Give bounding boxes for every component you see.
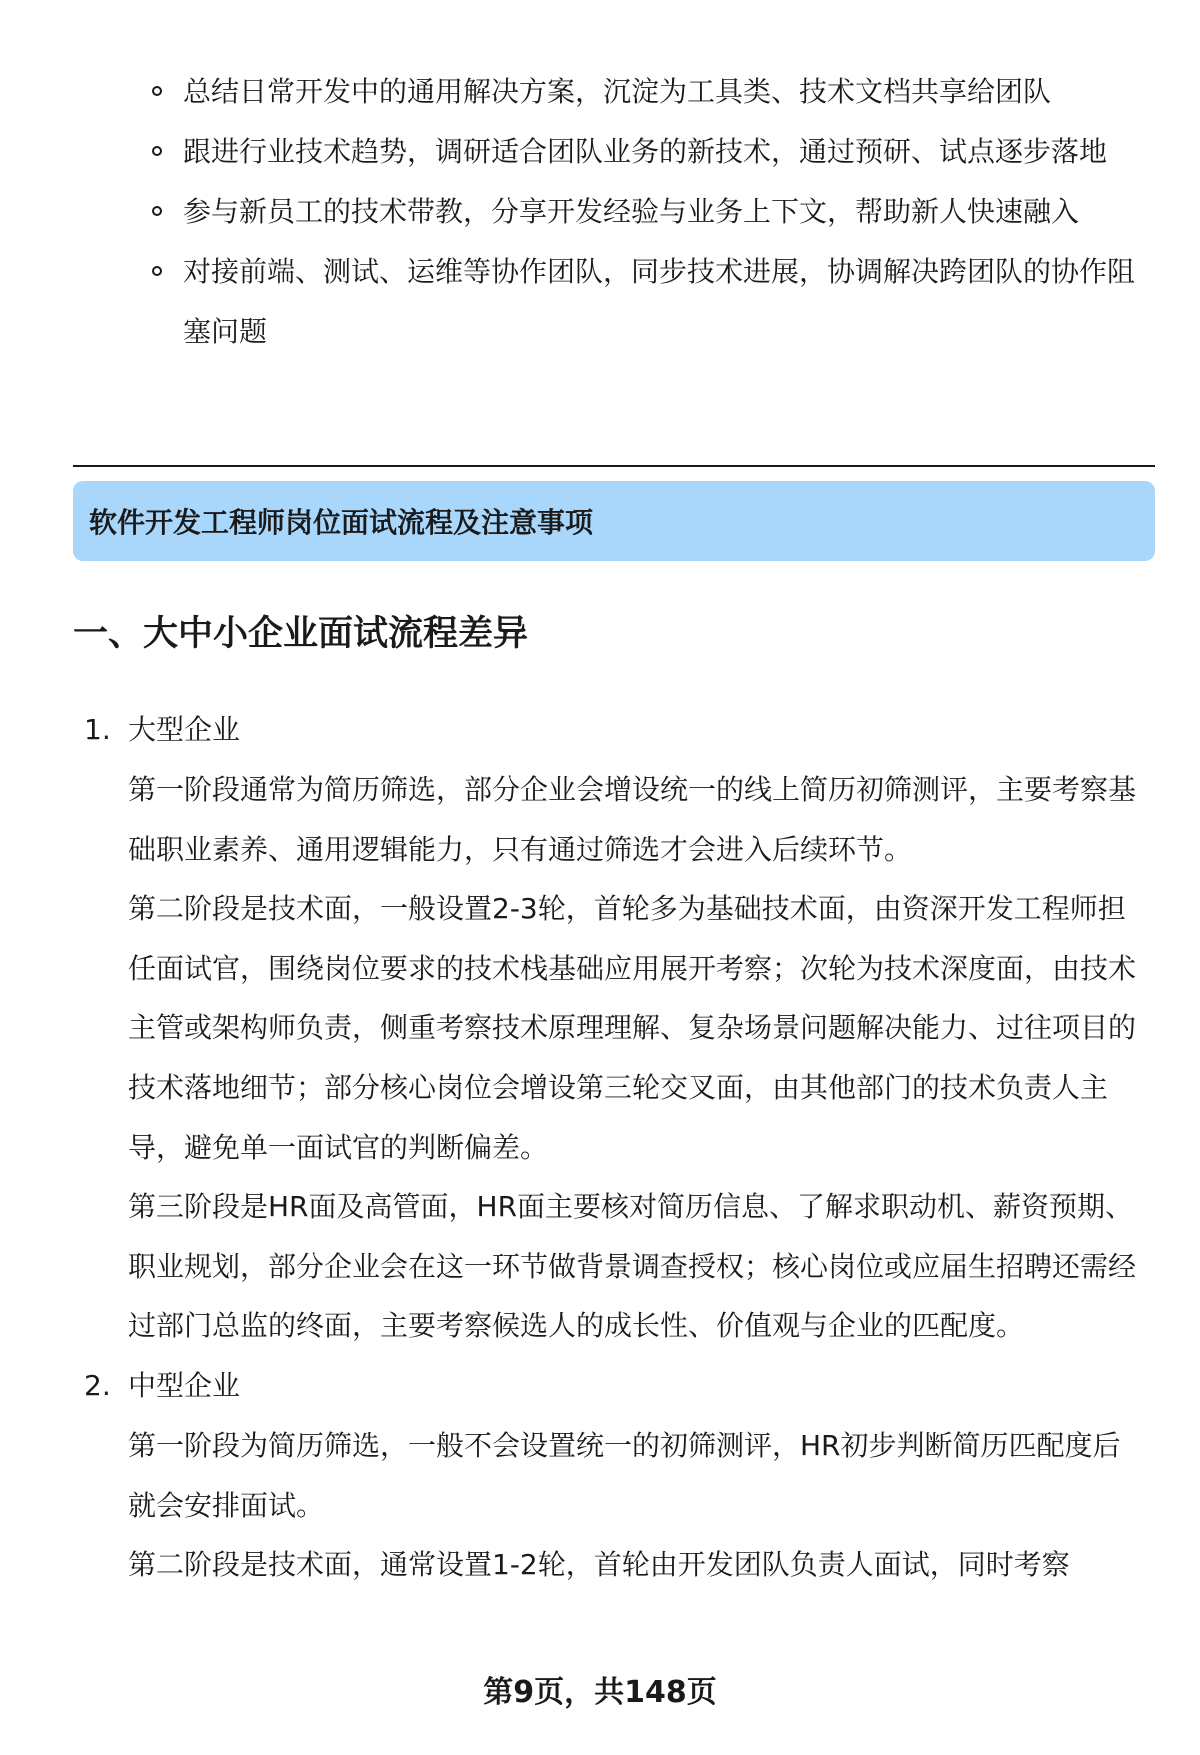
list-item-text: 跟进行业技术趋势，调研适合团队业务的新技术，通过预研、试点逐步落地	[183, 135, 1108, 168]
list-item-text: 参与新员工的技术带教，分享开发经验与业务上下文，帮助新人快速融入	[183, 195, 1080, 228]
hollow-bullet-icon	[152, 146, 162, 156]
list-item	[0, 242, 1200, 362]
list-item	[0, 62, 1200, 122]
paragraph: 第一阶段通常为简历筛选，部分企业会增设统一的线上简历初筛测评，主要考察基础职业素养、通用逻辑能力，只有通过筛选才会进入后续环节。	[128, 773, 1137, 866]
paragraph: 第三阶段是HR面及高管面，HR面主要核对简历信息、了解求职动机、薪资预期、职业规划，部分企业会在这一环节做背景调查授权；核心岗位或应届生招聘还需经过部门总监的终面，主要考察候选人的成长性、价值观与企业的匹配度。	[128, 1190, 1137, 1343]
list-item	[0, 182, 1200, 242]
list-item-text: 总结日常开发中的通用解决方案，沉淀为工具类、技术文档共享给团队	[183, 75, 1052, 108]
hollow-bullet-icon	[152, 206, 162, 216]
item-title-text: 中型企业	[128, 1368, 241, 1402]
section-divider	[73, 465, 1155, 467]
page-footer: 第9页，共148页	[483, 1675, 717, 1710]
item-number: 1.	[84, 713, 111, 746]
company-type-list	[0, 700, 1200, 1595]
section-title-bar	[73, 481, 1155, 561]
paragraph: 第二阶段是技术面，一般设置2-3轮，首轮多为基础技术面，由资深开发工程师担任面试官，围绕岗位要求的技术栈基础应用展开考察；次轮为技术深度面，由技术主管或架构师负责，侧重考察技术原理理解、复杂场景问题解决能力、过往项目的技术落地细节；部分核心岗位会增设第三轮交叉面，由其他部门的技术负责人主导，避免单一面试官的判断偏差。	[128, 892, 1137, 1164]
chapter-heading: 一、大中小企业面试流程差异	[73, 614, 529, 654]
hollow-bullet-icon	[152, 266, 162, 276]
section-title: 软件开发工程师岗位面试流程及注意事项	[89, 506, 594, 539]
item-title-text: 大型企业	[128, 713, 241, 746]
paragraph: 第一阶段为简历筛选，一般不会设置统一的初筛测评，HR初步判断简历匹配度后就会安排面试。	[128, 1428, 1121, 1522]
item-number: 2.	[84, 1368, 111, 1402]
paragraph: 第二阶段是技术面，通常设置1-2轮，首轮由开发团队负责人面试，同时考察	[128, 1548, 1070, 1582]
hollow-bullet-icon	[152, 86, 162, 96]
responsibility-list	[0, 62, 1200, 362]
list-item-text: 对接前端、测试、运维等协作团队，同步技术进展，协调解决跨团队的协作阻塞问题	[183, 255, 1136, 348]
list-item-title	[0, 1356, 1200, 1416]
list-item-title	[0, 700, 1200, 760]
list-item	[0, 122, 1200, 182]
